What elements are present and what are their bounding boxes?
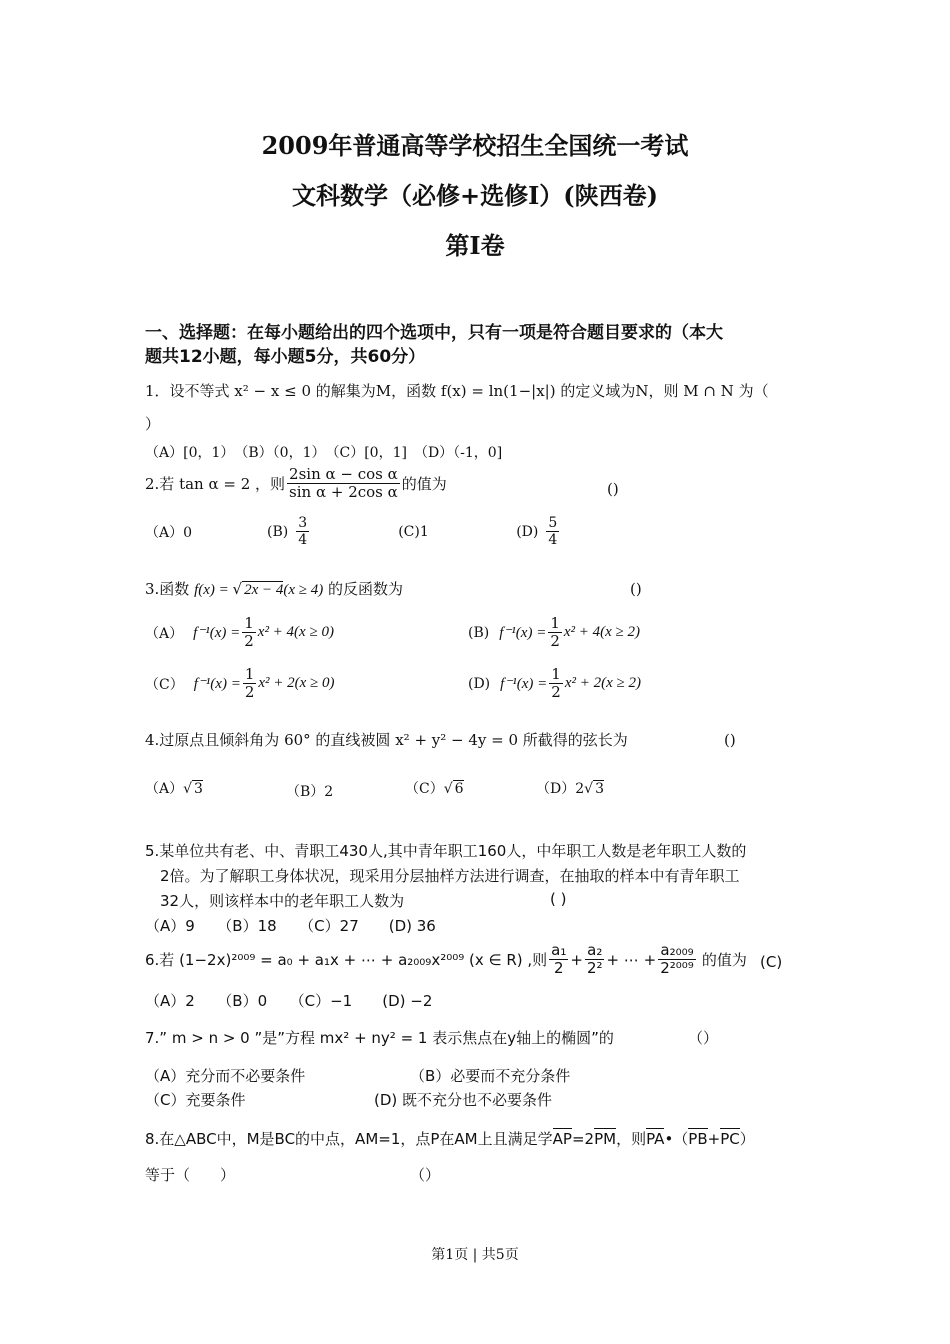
question-2-prefix: 2.若 tan α = 2 ，则 xyxy=(145,475,286,494)
question-3-option-b-rhs: x² + 4(x ≥ 2) xyxy=(563,624,641,641)
question-3: 3.函数 f(x) = √ 2x − 4(x ≥ 4) 的反函数为 xyxy=(145,580,404,598)
question-2-denominator: sin α + 2cos α xyxy=(289,483,398,502)
half-num: 1 xyxy=(551,665,561,683)
question-6-prefix: 6.若 (1−2x)²⁰⁰⁹ = a₀ + a₁x + ⋯ + a₂₀₀₉x²⁰⁰⁹ (x ∈ R) ,则 xyxy=(145,951,548,970)
half-num: 1 xyxy=(244,614,254,632)
question-6-answer: (C) xyxy=(760,953,783,971)
half-den: 2 xyxy=(550,632,560,651)
question-3-option-b xyxy=(468,615,640,651)
question-6-dots: + ⋯ + xyxy=(606,950,657,969)
question-3-option-d xyxy=(468,666,641,702)
question-3-option-d-rhs: x² + 2(x ≥ 2) xyxy=(564,675,641,692)
question-2-option-b-num: 3 xyxy=(298,515,308,531)
half-den: 2 xyxy=(244,683,255,702)
q6-f3-den: 2²⁰⁰⁹ xyxy=(660,959,694,978)
question-4-option-d-val: 3 xyxy=(595,781,604,797)
question-3-option-b-frac xyxy=(548,615,562,651)
question-3-option-a-frac xyxy=(242,615,256,651)
q6-f2-num: a₂ xyxy=(587,941,603,959)
question-3-option-b-lhs: f⁻¹(x) = xyxy=(499,625,547,642)
vector-pm: PM xyxy=(594,1130,617,1148)
question-7-option-c: （C）充要条件 xyxy=(145,1091,246,1109)
question-4-option-c-label: （C） xyxy=(405,781,444,797)
question-3-option-d-lhs: f⁻¹(x) = xyxy=(500,676,548,693)
question-3-option-a-label: （A） xyxy=(145,625,184,642)
question-3-option-d-frac xyxy=(549,666,563,702)
q6-f1-num: a₁ xyxy=(551,941,567,959)
question-7-option-d: (D) 既不充分也不必要条件 xyxy=(374,1091,553,1109)
question-2-option-b-den: 4 xyxy=(298,532,308,549)
question-3-prefix: 3.函数 xyxy=(145,580,190,598)
question-5-line1: 5.某单位共有老、中、青职工430人,其中青年职工160人，中年职工人数是老年职工人数的 xyxy=(145,842,747,860)
question-4-option-d-label: （D）2 xyxy=(536,781,585,797)
question-4-option-a-val: 3 xyxy=(194,781,203,797)
q6-f3-num: a₂₀₀₉ xyxy=(660,941,694,959)
question-1-options: （A）[0，1） （B）（0，1） （C）[0，1] （D）（-1，0] xyxy=(145,445,503,461)
exam-title: 2009年普通高等学校招生全国统一考试 xyxy=(261,131,689,160)
question-3-cond: (x ≥ 4) xyxy=(283,582,324,598)
question-7-option-a: （A）充分而不必要条件 xyxy=(145,1067,306,1085)
question-4-paren: () xyxy=(724,731,736,749)
question-4-option-a-label: （A） xyxy=(145,781,184,797)
question-2-option-b-label: (B) xyxy=(267,523,289,540)
question-4-option-c: （C）√ 6 xyxy=(405,781,464,797)
question-8-close: ） xyxy=(739,1130,755,1148)
question-6-options: （A）2 （B）0 （C）−1 (D) −2 xyxy=(145,992,433,1010)
question-3-option-c-label: （C） xyxy=(145,676,184,693)
question-5-options: （A）9 （B）18 （C）27 (D) 36 xyxy=(145,917,436,935)
page-footer: 第1页 | 共5页 xyxy=(431,1247,519,1263)
volume-title: 第Ⅰ卷 xyxy=(445,231,505,260)
question-4-option-a: （A）√ 3 xyxy=(145,781,203,797)
question-8-prefix: 8.在△ABC中，M是BC的中点，AM=1，点P在AM上且满足学 xyxy=(145,1130,553,1148)
question-7-option-b: （B）必要而不充分条件 xyxy=(410,1067,571,1085)
question-3-func: f(x) = xyxy=(194,582,233,598)
question-3-option-a-rhs: x² + 4(x ≥ 0) xyxy=(257,624,334,641)
half-num: 1 xyxy=(550,614,560,632)
question-1-close: ） xyxy=(145,415,161,433)
question-6-suffix: 的值为 xyxy=(701,951,747,970)
question-8-dot: •（ xyxy=(664,1130,689,1148)
question-2-fraction xyxy=(287,466,400,502)
question-5-line2: 2倍。为了解职工身体状况，现采用分层抽样方法进行调查，在抽取的样本中有青年职工 xyxy=(160,867,740,885)
question-8-text xyxy=(145,1128,755,1149)
question-6: 6.若 (1−2x)²⁰⁰⁹ = a₀ + a₁x + ⋯ + a₂₀₀₉x²⁰⁰⁹ (x ∈ R) ,则 $\frac{\text{a₁}}{2}$ + $\frac{\text{a₂}}{\text{2²}}$ + ⋯ + $\frac{\text{a₂₀₀₉}}{\text{2²⁰⁰⁹}}$ 的值为 xyxy=(145,941,747,978)
vector-pc: PC xyxy=(720,1130,740,1148)
question-2-suffix: 的值为 xyxy=(401,475,447,494)
question-8-plus: + xyxy=(707,1130,721,1148)
question-2-option-d-frac xyxy=(546,515,559,548)
question-8-line2: 等于（ ） xyxy=(145,1166,236,1184)
question-6-frac-2 xyxy=(585,942,605,978)
q6-f1-den: 2 xyxy=(554,959,564,978)
half-den: 2 xyxy=(244,632,254,651)
vector-pa: PA xyxy=(646,1130,665,1148)
question-2-option-d-label: (D) xyxy=(516,523,539,540)
question-4-option-c-val: 6 xyxy=(454,781,464,797)
question-2-option-b-frac xyxy=(296,515,396,548)
section-heading-line1: 一、选择题：在每小题给出的四个选项中，只有一项是符合题目要求的（本大 xyxy=(145,323,723,343)
question-3-paren: () xyxy=(630,580,642,598)
question-1-text: 1．设不等式 x² − x ≤ 0 的解集为M，函数 f(x) = ln(1−|x|) 的定义域为N，则 M ∩ N 为（ xyxy=(145,382,769,400)
question-8-mid: ，则 xyxy=(616,1130,647,1148)
q6-f2-den: 2² xyxy=(586,959,603,978)
question-7-paren: （） xyxy=(688,1029,719,1047)
question-7-text: 7.” m > n > 0 ”是”方程 mx² + ny² = 1 表示焦点在y轴上的椭圆”的 xyxy=(145,1029,614,1047)
question-2 xyxy=(145,466,447,502)
question-3-option-c-rhs: x² + 2(x ≥ 0) xyxy=(258,675,335,692)
half-den: 2 xyxy=(551,683,561,702)
half-num: 1 xyxy=(244,665,255,683)
question-5-line3: 32人，则该样本中的老年职工人数为 xyxy=(160,892,405,910)
question-8-paren: （） xyxy=(410,1166,441,1184)
question-3-option-c xyxy=(145,666,335,702)
question-2-option-d-den: 4 xyxy=(548,532,558,549)
vector-pb: PB xyxy=(688,1130,708,1148)
question-3-option-d-label: (D) xyxy=(468,675,491,692)
question-3-option-b-label: (B) xyxy=(468,624,490,641)
section-heading-line2: 题共12小题，每小题5分，共60分） xyxy=(145,347,426,367)
question-3-radicand: 2x − 4 xyxy=(244,582,284,598)
question-2-option-d-num: 5 xyxy=(548,515,558,531)
question-6-frac-1 xyxy=(549,942,568,978)
question-4-text: 4.过原点且倾斜角为 60° 的直线被圆 x² + y² − 4y = 0 所截得的弦长为 xyxy=(145,731,628,749)
question-6-frac-3 xyxy=(658,942,696,978)
question-3-option-a xyxy=(145,615,334,651)
question-2-option-a: （A）0 xyxy=(145,524,193,541)
question-3-option-c-frac xyxy=(243,666,257,702)
exam-subtitle: 文科数学（必修+选修Ⅰ）(陕西卷) xyxy=(291,181,659,210)
question-5-paren: ( ) xyxy=(550,890,567,908)
question-8-eq: =2 xyxy=(571,1130,595,1148)
question-2-numerator: 2sin α − cos α xyxy=(289,465,398,483)
question-2-paren: () xyxy=(607,480,619,498)
question-2-option-c: (C)1 xyxy=(398,523,429,540)
question-4-option-b: （B）2 xyxy=(286,784,334,800)
question-3-option-c-lhs: f⁻¹(x) = xyxy=(193,676,241,693)
question-2-options xyxy=(145,515,561,548)
question-3-option-a-lhs: f⁻¹(x) = xyxy=(193,625,241,642)
vector-ap: AP xyxy=(552,1130,572,1148)
question-4-option-d: （D）2√ 3 xyxy=(536,781,604,797)
question-3-suffix: 的反函数为 xyxy=(328,580,404,598)
